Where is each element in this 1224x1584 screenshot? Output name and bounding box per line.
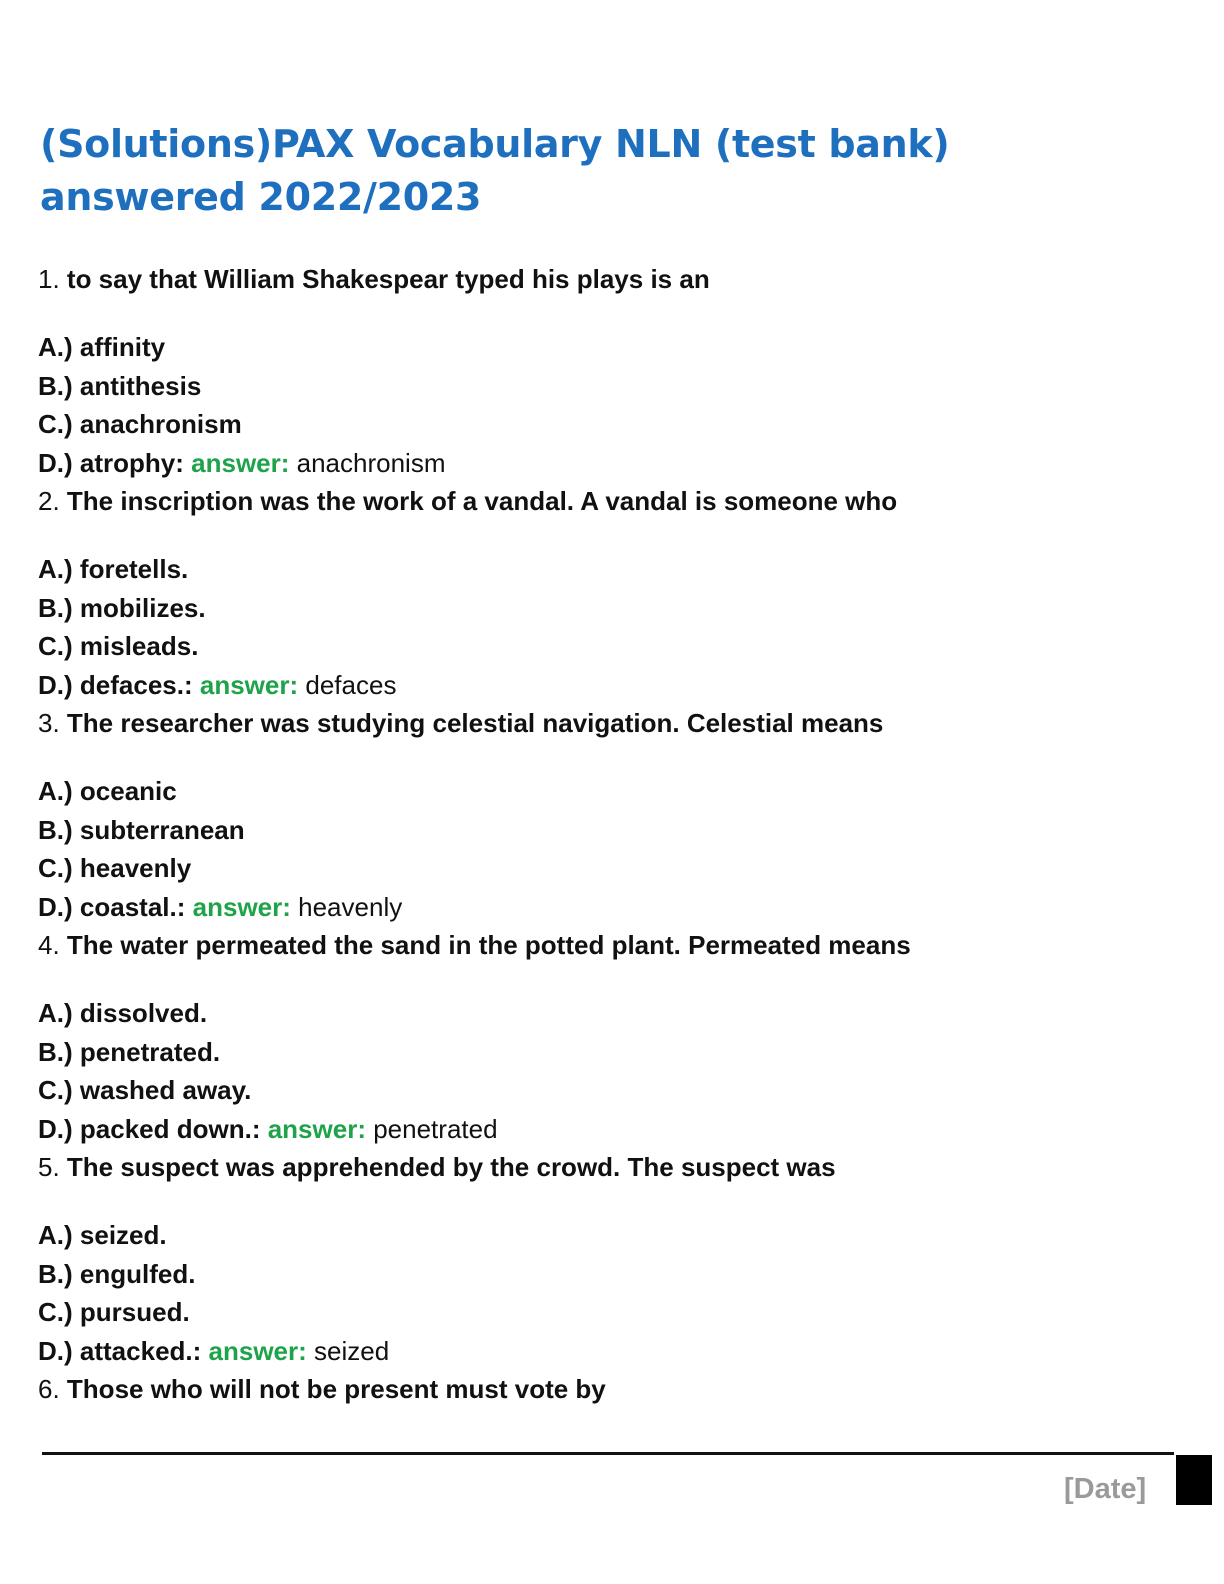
- option-letter: A.): [38, 776, 73, 806]
- option-letter: C.): [38, 409, 73, 439]
- question-number: 6.: [38, 1374, 60, 1404]
- answer-label: answer:: [199, 669, 299, 700]
- option-text: foretells.: [79, 554, 189, 584]
- answer-option: [38, 888, 1178, 927]
- question-number: 3.: [38, 708, 60, 738]
- question-stem: [38, 1148, 1178, 1186]
- question-text: The inscription was the work of a vandal. A vandal is someone who: [66, 486, 898, 516]
- option-letter: D.): [38, 1113, 73, 1144]
- answer-label: answer:: [267, 1113, 366, 1144]
- option-text: packed down.:: [79, 1113, 261, 1144]
- question-item: [38, 260, 1178, 482]
- answer-option: [38, 666, 1178, 705]
- option-text: antithesis: [79, 370, 202, 401]
- question-item: [38, 926, 1178, 1148]
- question-number: 5.: [38, 1152, 60, 1182]
- option-letter: B.): [38, 814, 73, 845]
- option-text: defaces.:: [79, 669, 193, 700]
- option-letter: D.): [38, 1335, 73, 1366]
- option-text: heavenly: [79, 853, 192, 883]
- question-stem: [38, 1370, 1178, 1408]
- answer-option: [38, 1033, 1178, 1072]
- answer-label: answer:: [191, 447, 290, 478]
- option-letter: D.): [38, 447, 73, 478]
- option-text: pursued.: [79, 1297, 190, 1327]
- answer-value: defaces: [305, 669, 397, 700]
- question-spacer: [38, 742, 1178, 772]
- footer-date: [Date]: [1064, 1473, 1147, 1505]
- option-letter: B.): [38, 592, 73, 623]
- answer-value: penetrated: [373, 1113, 498, 1144]
- question-text: The researcher was studying celestial navigation. Celestial means: [66, 708, 884, 738]
- question-item: [38, 1370, 1178, 1408]
- question-text: The water permeated the sand in the potted plant. Permeated means: [66, 930, 911, 960]
- answer-value: heavenly: [298, 891, 403, 922]
- answer-option: [38, 1071, 1178, 1110]
- option-text: penetrated.: [79, 1036, 221, 1067]
- option-text: subterranean: [79, 814, 245, 845]
- answer-option: [38, 627, 1178, 666]
- option-letter: C.): [38, 853, 73, 883]
- answer-option: [38, 849, 1178, 888]
- answer-label: answer:: [192, 891, 291, 922]
- option-text: affinity: [79, 332, 166, 362]
- question-item: [38, 1148, 1178, 1370]
- question-stem: [38, 482, 1178, 520]
- option-text: anachronism: [79, 409, 242, 439]
- answer-option: [38, 772, 1178, 811]
- answer-value: seized: [314, 1335, 390, 1366]
- option-letter: C.): [38, 1297, 73, 1327]
- option-text: atrophy:: [79, 447, 184, 478]
- option-letter: D.): [38, 891, 73, 922]
- question-number: 4.: [38, 930, 60, 960]
- option-letter: B.): [38, 1036, 73, 1067]
- option-text: washed away.: [79, 1075, 252, 1105]
- question-number: 2.: [38, 486, 60, 516]
- option-letter: C.): [38, 1075, 73, 1105]
- question-spacer: [38, 298, 1178, 328]
- answer-value: anachronism: [296, 447, 446, 478]
- answer-option: [38, 328, 1178, 367]
- answer-label: answer:: [208, 1335, 307, 1366]
- option-letter: B.): [38, 370, 73, 401]
- question-text: The suspect was apprehended by the crowd. The suspect was: [66, 1152, 836, 1182]
- question-text: to say that William Shakespear typed his plays is an: [66, 264, 710, 294]
- answer-option: [38, 1332, 1178, 1371]
- option-text: attacked.:: [79, 1335, 202, 1366]
- option-text: coastal.:: [79, 891, 186, 922]
- question-spacer: [38, 964, 1178, 994]
- question-spacer: [38, 520, 1178, 550]
- option-letter: B.): [38, 1258, 73, 1289]
- answer-option: [38, 444, 1178, 483]
- answer-option: [38, 550, 1178, 589]
- option-letter: A.): [38, 554, 73, 584]
- answer-option: [38, 367, 1178, 406]
- option-text: engulfed.: [79, 1258, 196, 1289]
- question-stem: [38, 260, 1178, 298]
- option-letter: D.): [38, 669, 73, 700]
- question-spacer: [38, 1186, 1178, 1216]
- answer-option: [38, 811, 1178, 850]
- document-title: (Solutions)PAX Vocabulary NLN (test bank) answered 2022/2023: [40, 122, 950, 219]
- question-item: [38, 704, 1178, 926]
- option-text: oceanic: [79, 776, 177, 806]
- answer-option: [38, 1255, 1178, 1294]
- option-letter: A.): [38, 998, 73, 1028]
- option-letter: C.): [38, 631, 73, 661]
- option-letter: A.): [38, 332, 73, 362]
- question-stem: [38, 704, 1178, 742]
- option-text: seized.: [79, 1220, 167, 1250]
- answer-option: [38, 1110, 1178, 1149]
- question-list: [38, 260, 1178, 1408]
- option-text: dissolved.: [79, 998, 208, 1028]
- answer-option: [38, 994, 1178, 1033]
- answer-option: [38, 589, 1178, 628]
- question-item: [38, 482, 1178, 704]
- question-number: 1.: [38, 264, 60, 294]
- option-letter: A.): [38, 1220, 73, 1250]
- footer-page-marker: [1176, 1455, 1212, 1505]
- question-text: Those who will not be present must vote by: [66, 1374, 606, 1404]
- answer-option: [38, 1293, 1178, 1332]
- option-text: misleads.: [79, 631, 199, 661]
- footer-divider: [42, 1452, 1174, 1455]
- option-text: mobilizes.: [79, 592, 206, 623]
- answer-option: [38, 1216, 1178, 1255]
- answer-option: [38, 405, 1178, 444]
- question-stem: [38, 926, 1178, 964]
